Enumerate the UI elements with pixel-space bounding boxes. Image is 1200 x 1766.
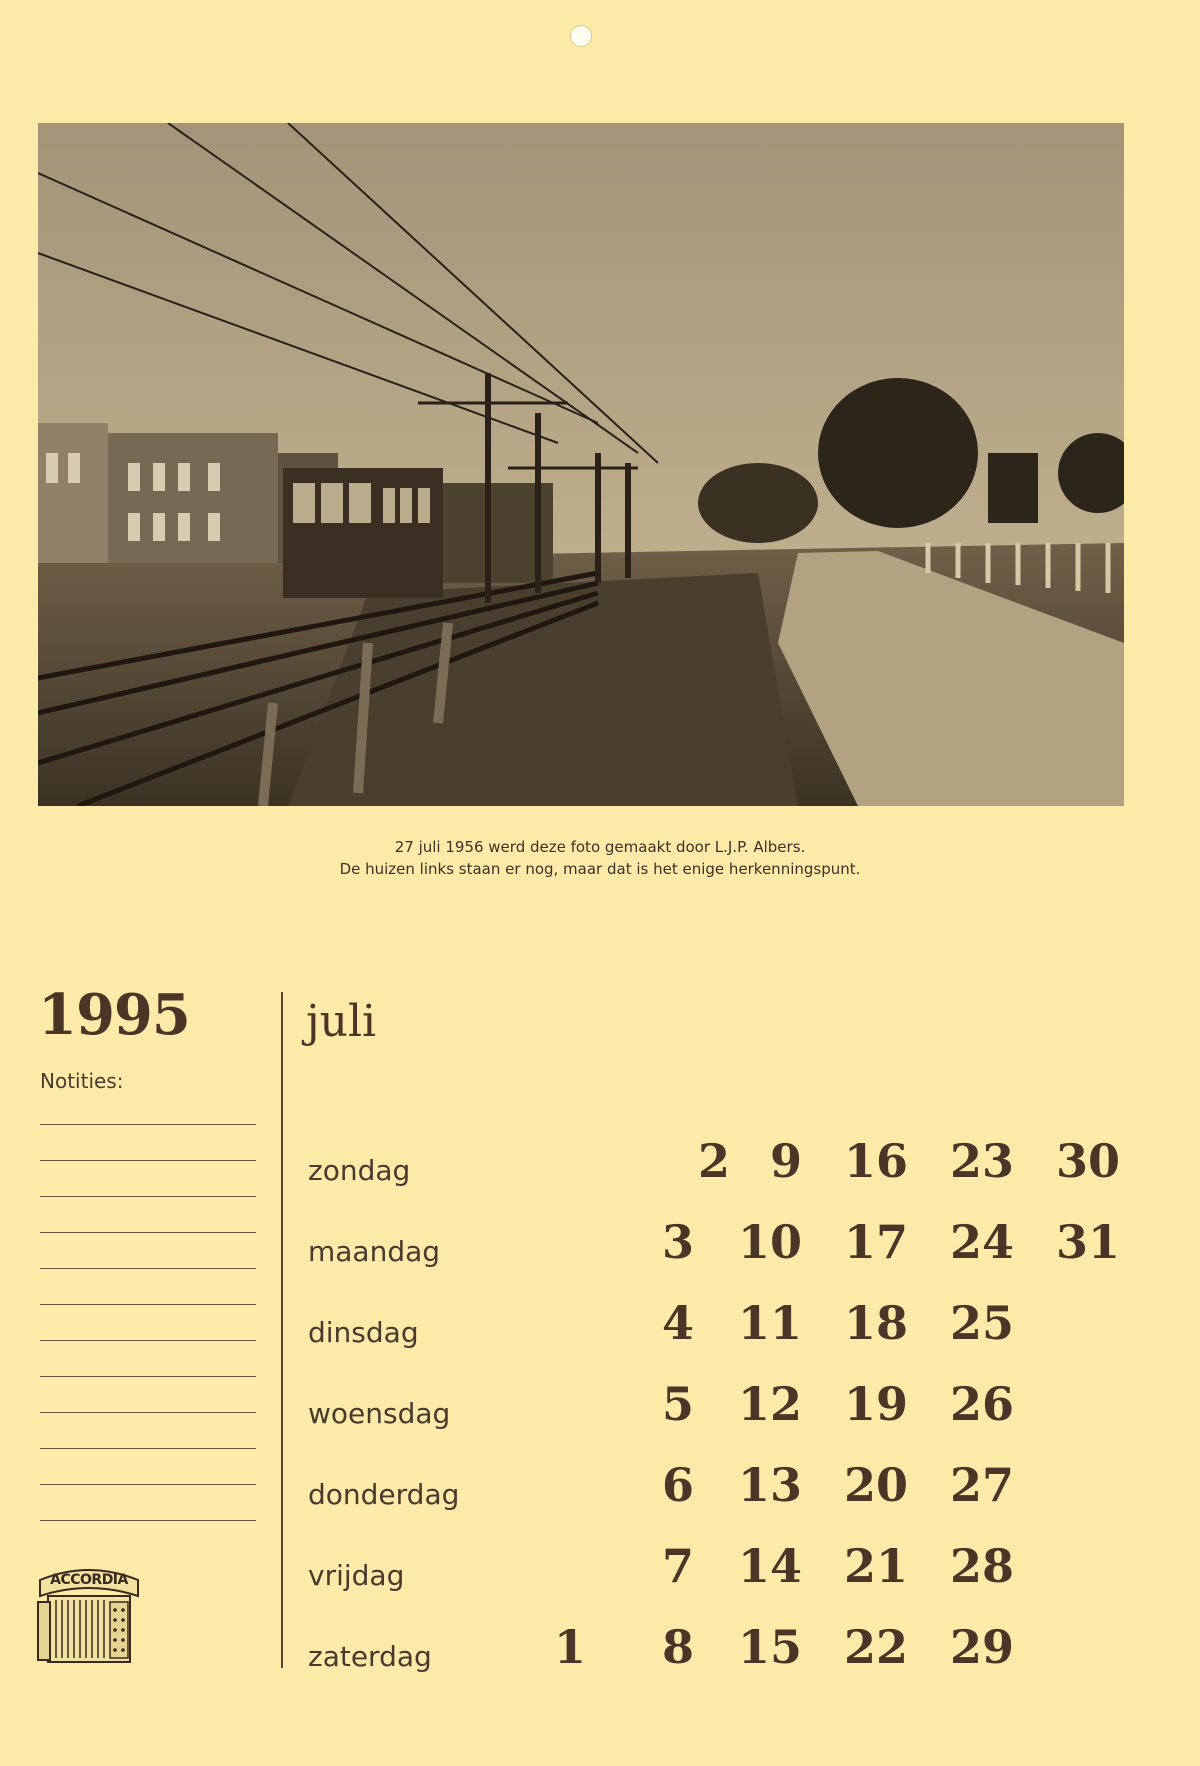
note-line — [40, 1448, 256, 1449]
date-cell: 30 — [1055, 1134, 1120, 1188]
calendar-year: 1995 — [38, 982, 190, 1048]
tram-photo-illustration — [38, 123, 1124, 806]
accordia-logo — [34, 1562, 144, 1672]
date-cell: 2 — [697, 1134, 730, 1188]
note-line — [40, 1232, 256, 1233]
date-cell: 3 — [661, 1215, 694, 1269]
historic-photo — [38, 123, 1124, 806]
note-line — [40, 1160, 256, 1161]
date-cell: 16 — [843, 1134, 908, 1188]
note-line — [40, 1340, 256, 1341]
date-cell: 31 — [1055, 1215, 1120, 1269]
date-cell: 28 — [949, 1539, 1014, 1593]
date-cell: 12 — [737, 1377, 802, 1431]
date-cell: 10 — [737, 1215, 802, 1269]
date-cell: 9 — [769, 1134, 802, 1188]
date-cell: 18 — [843, 1296, 908, 1350]
date-cell: 26 — [949, 1377, 1014, 1431]
date-cell: 17 — [843, 1215, 908, 1269]
date-cell: 6 — [661, 1458, 694, 1512]
date-cell: 27 — [949, 1458, 1014, 1512]
date-cell: 20 — [843, 1458, 908, 1512]
date-cell: 13 — [737, 1458, 802, 1512]
notes-label: Notities: — [40, 1069, 124, 1093]
day-name-maandag: maandag — [308, 1235, 441, 1268]
note-line — [40, 1484, 256, 1485]
date-cell: 22 — [843, 1620, 908, 1674]
day-name-vrijdag: vrijdag — [308, 1559, 405, 1592]
note-line — [40, 1412, 256, 1413]
day-name-zondag: zondag — [308, 1154, 411, 1187]
photo-caption — [0, 836, 1200, 880]
caption-line-2: De huizen links staan er nog, maar dat is het enige herkenningspunt. — [339, 860, 861, 878]
day-name-woensdag: woensdag — [308, 1397, 451, 1430]
note-line — [40, 1304, 256, 1305]
note-line — [40, 1124, 256, 1125]
date-cell: 1 — [553, 1620, 586, 1674]
note-line — [40, 1196, 256, 1197]
date-cell: 24 — [949, 1215, 1014, 1269]
day-name-donderdag: donderdag — [308, 1478, 460, 1511]
date-cell: 5 — [661, 1377, 694, 1431]
calendar-divider — [281, 992, 283, 1668]
note-line — [40, 1520, 256, 1521]
date-cell: 11 — [737, 1296, 802, 1350]
date-cell: 23 — [949, 1134, 1014, 1188]
date-cell: 21 — [843, 1539, 908, 1593]
day-name-dinsdag: dinsdag — [308, 1316, 419, 1349]
date-cell: 4 — [661, 1296, 694, 1350]
date-cell: 19 — [843, 1377, 908, 1431]
date-cell: 25 — [949, 1296, 1014, 1350]
date-cell: 15 — [737, 1620, 802, 1674]
note-line — [40, 1376, 256, 1377]
date-cell: 8 — [661, 1620, 694, 1674]
date-cell: 29 — [949, 1620, 1014, 1674]
note-line — [40, 1268, 256, 1269]
date-cell: 7 — [661, 1539, 694, 1593]
logo-text: ACCORDIA — [50, 1572, 128, 1588]
punch-hole — [570, 25, 592, 47]
caption-line-1: 27 juli 1956 werd deze foto gemaakt door L.J.P. Albers. — [394, 838, 806, 856]
date-cell: 14 — [737, 1539, 802, 1593]
day-name-zaterdag: zaterdag — [308, 1640, 432, 1673]
month-title: juli — [306, 996, 377, 1047]
